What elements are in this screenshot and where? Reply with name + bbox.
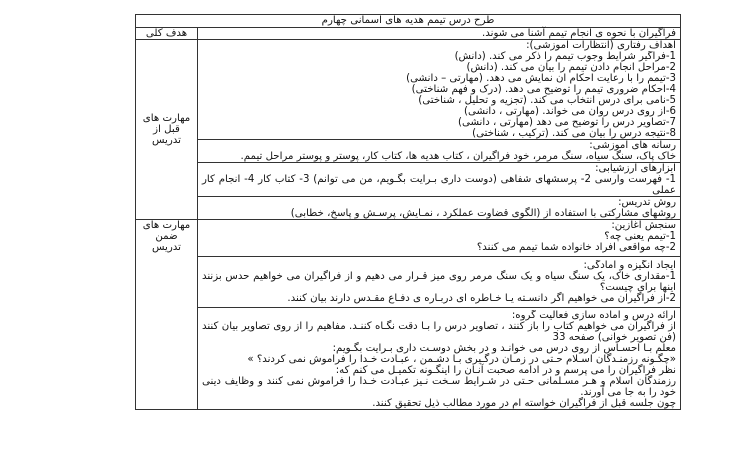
objective-line: 5-نامی برای درس انتخاب می کند. (تجزیه و تحلیل ، شناختی) (418, 95, 676, 106)
motivation-cell (198, 257, 681, 308)
objective-line: اهداف رفتاری (انتظارات آموزشی): (526, 40, 676, 51)
during-teaching-label: مهارت های ضمن تدریس (136, 220, 198, 410)
assessment-cell (198, 220, 681, 257)
objective-line: 8-نتیجه درس را بیان می کند. (ترکیب ، شناختی) (472, 128, 676, 139)
motivation-row (136, 257, 681, 308)
motivation-item: 1-مقداری خاک، یک سنگ سیاه و یک سنگ مرمر روی میز قـرار می دهیم و از فراگیران می خواهیم حدس بزنند اینها برای چیست؟ (202, 271, 676, 293)
tools-title: ابزارهای ارزشیابی: (595, 163, 676, 174)
assessment-line: سنجش آغازین: (611, 220, 676, 231)
pre-teaching-label: مهارت های قبل از تدریس (136, 40, 198, 220)
media-text: خاک پاک، سنگ سیاه، سنگ مرمر، خود فراگیران ، کتاب هدیه ها، کتاب کار، پوستر و پوستر مراحل تیمم. (240, 151, 676, 162)
tools-row (136, 163, 681, 197)
lesson-plan-table (135, 14, 681, 410)
presentation-paragraph: نظر فراگیران را می پرسم و در ادامه صحبت آنـان را اینگـونه تکمیـل می کنم که: (335, 365, 676, 376)
goal-row (136, 28, 681, 40)
presentation-paragraph: رزمندگان اسلام و هـر مسـلمانی حـتی در شـرایط سـخت نـیز عبـادت خـدا را فراموش نمی کنند و وظایف دینی خود را به جا می آورند. (202, 376, 676, 398)
media-cell (198, 140, 681, 163)
method-row (136, 197, 681, 220)
motivation-item: 2-از فراگیران می خواهیم اگر دانسـته یـا خـاطره ای دربـاره ی دفـاع مقـدس دارند بیان کنند. (287, 293, 676, 304)
document-title: طرح درس تیمم هدیه های اسمانی چهارم (136, 15, 681, 28)
presentation-paragraph: چون جلسه قبل از فراگیران خواسته ام در مورد مطالب ذیل تحقیق کنند. (372, 398, 676, 409)
goal-text: فراگیران با نحوه ی انجام تیمم آشنا می شوند. (198, 28, 681, 40)
tools-cell (198, 163, 681, 197)
header-row (136, 15, 681, 28)
presentation-title: ارائه درس و آماده سازی فعالیت گروه: (511, 310, 676, 321)
objective-line: 3-تیمم را با رعایت احکام آن نمایش می دهد. (مهارتی – دانشی) (406, 73, 676, 84)
method-cell (198, 197, 681, 220)
presentation-cell (198, 308, 681, 410)
tools-text: 1- فهرست وارسی 2- پرسشهای شفاهی (دوست داری بـرایت بگـویم، من می توانم) 3- کتاب کار 4- انجام کار عملی (202, 174, 676, 196)
objectives-row (136, 40, 681, 140)
media-row (136, 140, 681, 163)
objective-line: 4-احکام ضروری تیمم را توضیح می دهد. (درک و فهم شناختی) (411, 84, 676, 95)
assessment-line: 2-چه مواقعی افراد خانواده شما تیمم می کنند؟ (476, 242, 676, 253)
goal-label: هدف کلی (136, 28, 198, 40)
presentation-paragraph: معلم بـا احسـاس از روی درس می خوانـد و در بخش دوسـت داری بـرایت بگـویم: (332, 343, 676, 354)
media-title: رسانه های آموزشی: (589, 140, 676, 151)
objective-line: 2-مراحل انجام دادن تیمم را بیان می کند. (دانش) (466, 62, 676, 73)
motivation-title: ایجاد انگیزه و آمادگی: (583, 260, 676, 271)
assessment-line: 1-تیمم یعنی چه؟ (604, 231, 676, 242)
assessment-row (136, 220, 681, 257)
presentation-paragraph: از فراگیران می خواهیم کتاب را باز کنند ، تصاویر درس را بـا دقت نگـاه کننـد. مفاهیم را از روی تصاویر بیان کنند (فن تصویر خوانی) صفحه 33 (202, 321, 676, 343)
objective-line: 6-از روی درس روان می خواند. (مهارتی ، دانشی) (464, 106, 676, 117)
objective-line: 1-فراگیر شرایط وجوب تیمم را ذکر می کند. (دانش) (454, 51, 676, 62)
method-text: روشهای مشارکتی با استفاده از (الگوی قضاوت عملکرد ، نمـایش، پرسـش و پاسخ، خطابی) (290, 208, 676, 219)
presentation-row (136, 308, 681, 410)
objective-line: 7-تصاویر درس را توضیح می دهد (مهارتی ، دانشی) (458, 117, 676, 128)
presentation-paragraph: «چگـونه رزمنـدگان اسـلام حـتی در زمـان درگـیری بـا دشـمن ، عبـادت خـدا را فراموش نمی کردند؟ » (247, 354, 676, 365)
method-title: روش تدریس: (618, 197, 676, 208)
objectives-cell (198, 40, 681, 140)
